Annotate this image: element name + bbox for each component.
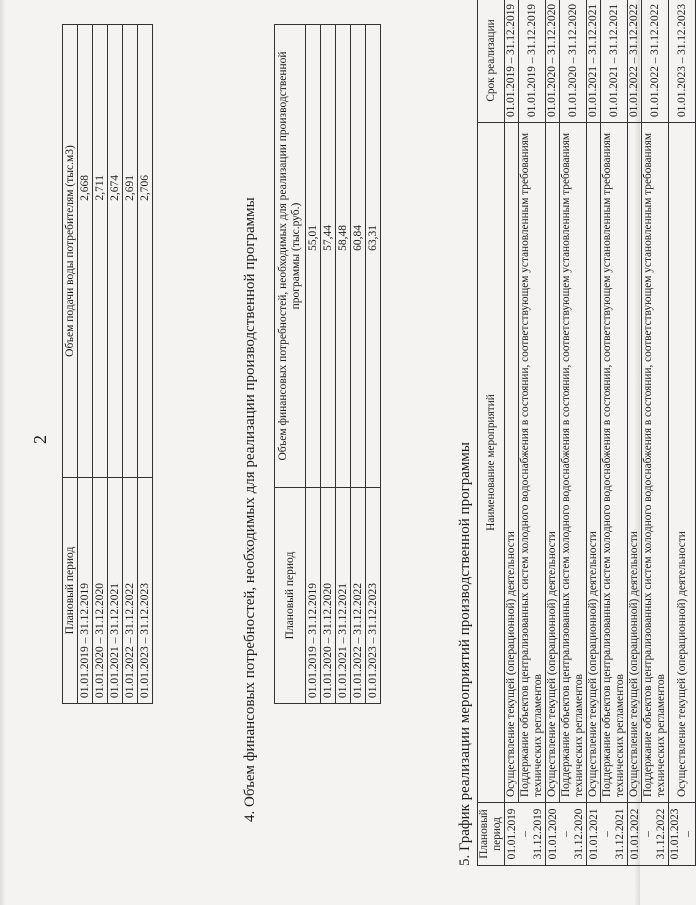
activity-cell: Осуществление текущей (операционной) деятельности [587, 122, 601, 802]
table-row [321, 25, 336, 704]
value-cell: 63,31 [366, 25, 381, 488]
term-cell: 01.01.2020 – 31.12.2020 [546, 0, 560, 122]
section-5-title: 5. График реализации мероприятий производственной программы [457, 442, 473, 866]
water-volume-table [62, 24, 153, 704]
period-cell: 01.01.2019 – 31.12.2019 [306, 488, 321, 704]
table-row [108, 25, 123, 704]
period-cell: 01.01.2023 – [669, 803, 696, 866]
activity-cell: Осуществление текущей (операционной) деятельности [546, 122, 560, 802]
table-header-row [478, 0, 505, 866]
value-cell: 2,711 [93, 25, 108, 478]
table-row [601, 0, 628, 866]
table-row [336, 25, 351, 704]
table-row [560, 0, 587, 866]
header-period: Плановый период [275, 488, 306, 704]
period-cell: 01.01.2023 – 31.12.2023 [366, 488, 381, 704]
value-cell: 2,674 [108, 25, 123, 478]
activity-cell: Осуществление текущей (операционной) деятельности [505, 122, 519, 802]
header-period: Плановый период [478, 803, 505, 866]
term-cell: 01.01.2019 – 31.12.2019 [519, 0, 546, 122]
table-row [93, 25, 108, 704]
value-cell: 60,84 [351, 25, 366, 488]
period-cell: 01.01.2021 – 31.12.2021 [108, 478, 123, 704]
term-cell: 01.01.2022 – 31.12.2022 [628, 0, 642, 122]
header-term: Срок реализации [478, 0, 505, 122]
period-cell: 01.01.2022 – 31.12.2022 [351, 488, 366, 704]
table-row [642, 0, 669, 866]
activity-cell: Осуществление текущей (операционной) деятельности [669, 122, 696, 802]
header-activity: Наименование мероприятий [478, 122, 505, 802]
term-cell: 01.01.2021 – 31.12.2021 [601, 0, 628, 122]
period-cell: 01.01.2022 – 31.12.2022 [123, 478, 138, 704]
activity-cell: Поддержание объектов централизованных систем холодного водоснабжения в состоянии, соответствующем установленным требованиям технических регламентов [519, 122, 546, 802]
period-cell: 01.01.2019 – 31.12.2019 [505, 803, 546, 866]
page-number: 2 [30, 435, 50, 444]
table-row [505, 0, 519, 866]
value-cell: 2,691 [123, 25, 138, 478]
term-cell: 01.01.2019 – 31.12.2019 [505, 0, 519, 122]
period-cell: 01.01.2023 – 31.12.2023 [138, 478, 153, 704]
period-cell: 01.01.2021 – 31.12.2021 [336, 488, 351, 704]
table-row [351, 25, 366, 704]
term-cell: 01.01.2022 – 31.12.2022 [642, 0, 669, 122]
scan-edge-left [0, 0, 6, 905]
term-cell: 01.01.2023 – 31.12.2023 [669, 0, 696, 122]
table-row [306, 25, 321, 704]
activity-cell: Поддержание объектов централизованных систем холодного водоснабжения в состоянии, соответствующем установленным требованиям технических регламентов [601, 122, 628, 802]
table-row [123, 25, 138, 704]
activity-cell: Осуществление текущей (операционной) деятельности [628, 122, 642, 802]
table-row [138, 25, 153, 704]
activity-cell: Поддержание объектов централизованных систем холодного водоснабжения в состоянии, соответствующем установленным требованиям технических регламентов [642, 122, 669, 802]
term-cell: 01.01.2020 – 31.12.2020 [560, 0, 587, 122]
period-cell: 01.01.2019 – 31.12.2019 [78, 478, 93, 704]
table-header-row [275, 25, 306, 704]
period-cell: 01.01.2020 – 31.12.2020 [321, 488, 336, 704]
table-row [628, 0, 642, 866]
table-row [669, 0, 696, 866]
schedule-table [477, 0, 696, 866]
table-row [519, 0, 546, 866]
value-cell: 2,668 [78, 25, 93, 478]
period-cell: 01.01.2020 – 31.12.2020 [546, 803, 587, 866]
table-header-row [63, 25, 78, 704]
table-row [546, 0, 560, 866]
header-financial-needs: Объем финансовых потребностей, необходимых для реализации производственной программы (тыс.руб.) [275, 25, 306, 488]
value-cell: 58,48 [336, 25, 351, 488]
period-cell: 01.01.2020 – 31.12.2020 [93, 478, 108, 704]
header-volume: Объем подачи воды потребителям (тыс.м3) [63, 25, 78, 478]
period-cell: 01.01.2022 – 31.12.2022 [628, 803, 669, 866]
section-4-title: 4. Объем финансовых потребностей, необходимых для реализации производственной программы [242, 197, 258, 822]
financial-needs-table [274, 24, 381, 704]
value-cell: 57,44 [321, 25, 336, 488]
term-cell: 01.01.2021 – 31.12.2021 [587, 0, 601, 122]
table-row [366, 25, 381, 704]
table-row [587, 0, 601, 866]
table-row [78, 25, 93, 704]
document-page [20, 0, 694, 894]
header-period: Плановый период [63, 478, 78, 704]
value-cell: 2,706 [138, 25, 153, 478]
activity-cell: Поддержание объектов централизованных систем холодного водоснабжения в состоянии, соответствующем установленным требованиям технических регламентов [560, 122, 587, 802]
period-cell: 01.01.2021 – 31.12.2021 [587, 803, 628, 866]
value-cell: 55,01 [306, 25, 321, 488]
